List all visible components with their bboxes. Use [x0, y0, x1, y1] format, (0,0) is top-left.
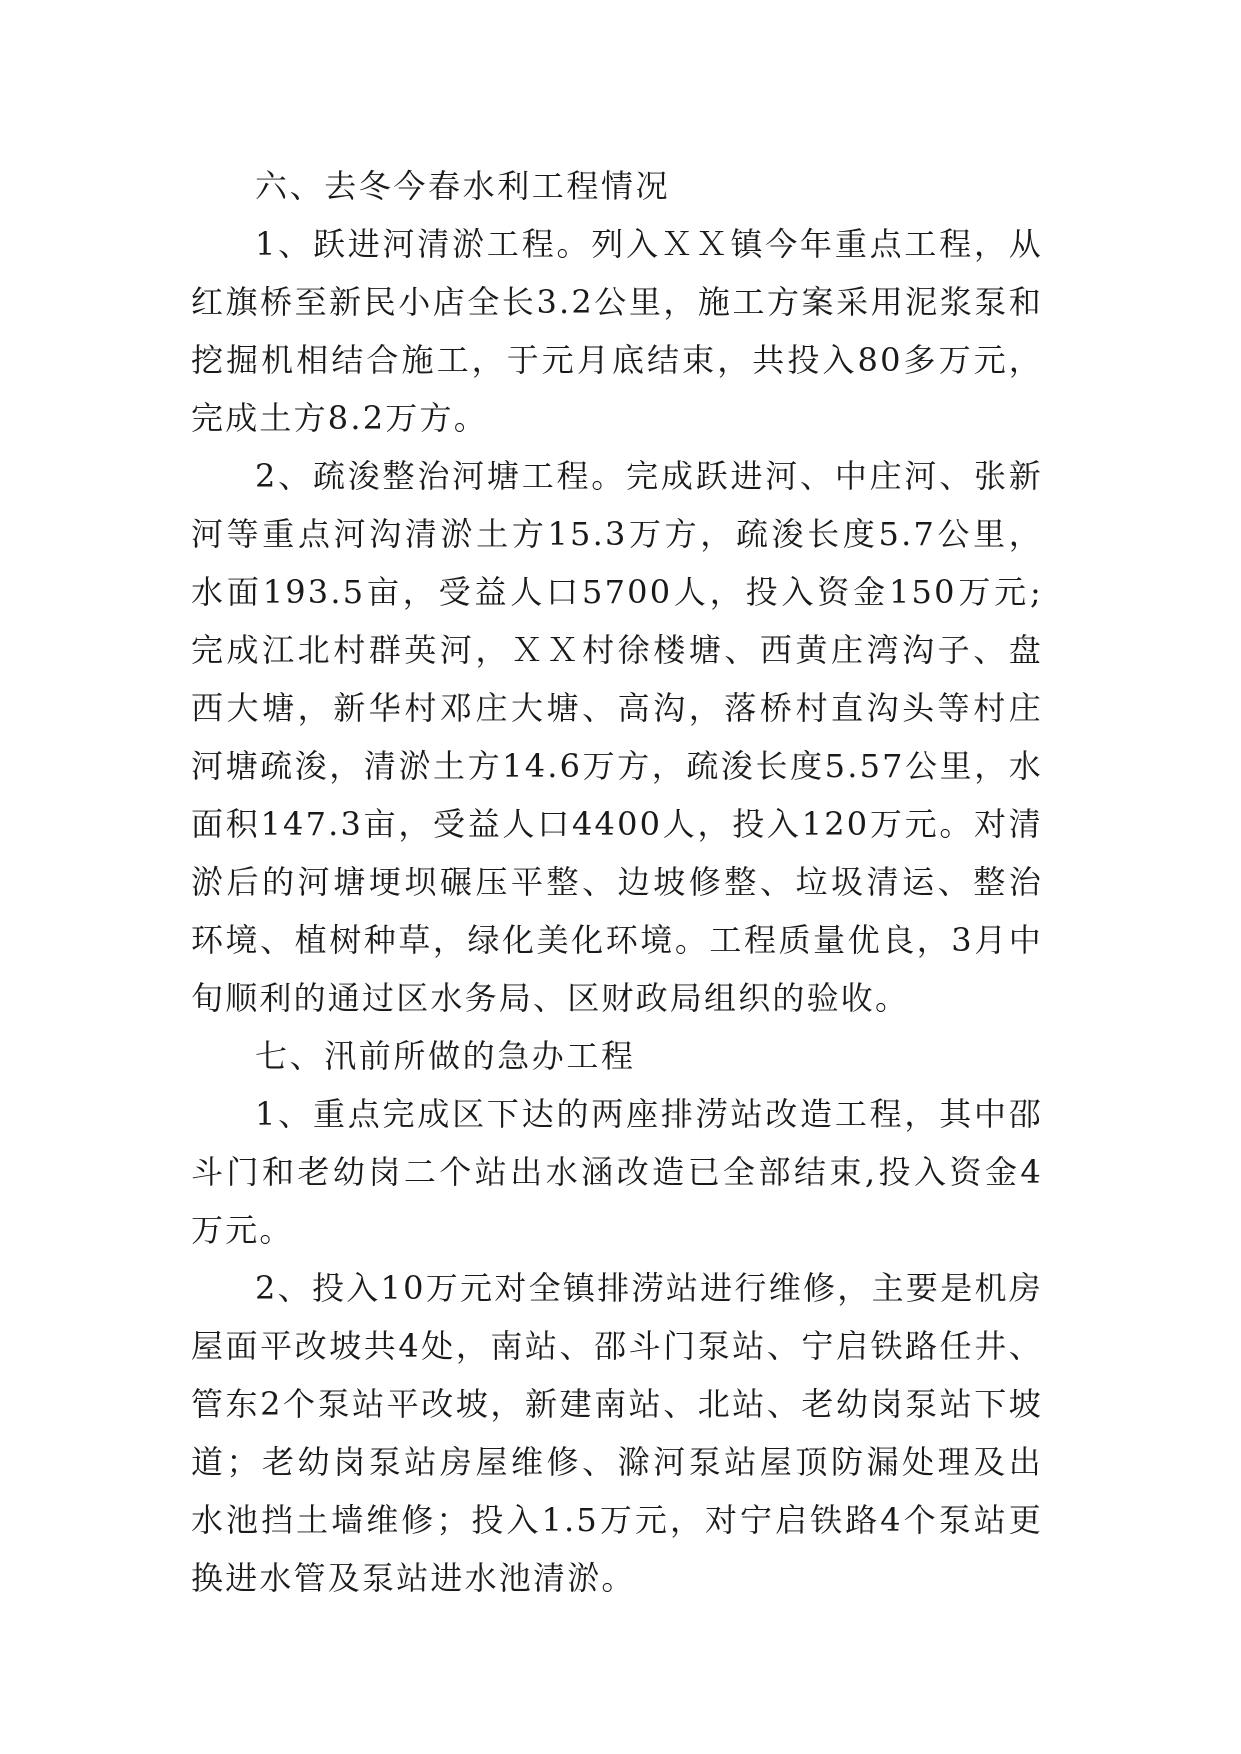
paragraph-6-1: 1、跃进河清淤工程。列入ＸＸ镇今年重点工程，从红旗桥至新民小店全长3.2公里，施工方案采用泥浆泵和挖掘机相结合施工，于元月底结束，共投入80多万元，完成土方8.2万方。: [191, 225, 1043, 437]
paragraph-7-2: 2、投入10万元对全镇排涝站进行维修，主要是机房屋面平改坡共4处，南站、邵斗门泵站、宁启铁路任井、管东2个泵站平改坡，新建南站、北站、老幼岗泵站下坡道；老幼岗泵站房屋维修、滁河泵站屋顶防漏处理及出水池挡土墙维修；投入1.5万元，对宁启铁路4个泵站更换进水管及泵站进水池清淤。: [191, 1269, 1043, 1597]
paragraph-7-1: 1、重点完成区下达的两座排涝站改造工程，其中邵斗门和老幼岗二个站出水涵改造已全部结束,投入资金4万元。: [191, 1095, 1043, 1249]
section-heading-7: 七、汛前所做的急办工程: [255, 1037, 636, 1075]
paragraph-6-2: 2、疏浚整治河塘工程。完成跃进河、中庄河、张新河等重点河沟清淤土方15.3万方，疏浚长度5.7公里，水面193.5亩，受益人口5700人，投入资金150万元;完成江北村群英河，ＸＸ村徐楼塘、西黄庄湾沟子、盘西大塘，新华村邓庄大塘、高沟，落桥村直沟头等村庄河塘疏浚，清淤土方14.6万方，疏浚长度5.57公里，水面积147.3亩，受益人口4400人，投入120万元。对清淤后的河塘埂坝碾压平整、边坡修整、垃圾清运、整治环境、植树种草，绿化美化环境。工程质量优良，3月中旬顺利的通过区水务局、区财政局组织的验收。: [191, 457, 1043, 1017]
document-body: [191, 157, 1043, 1607]
section-heading-6: 六、去冬今春水利工程情况: [255, 167, 671, 205]
